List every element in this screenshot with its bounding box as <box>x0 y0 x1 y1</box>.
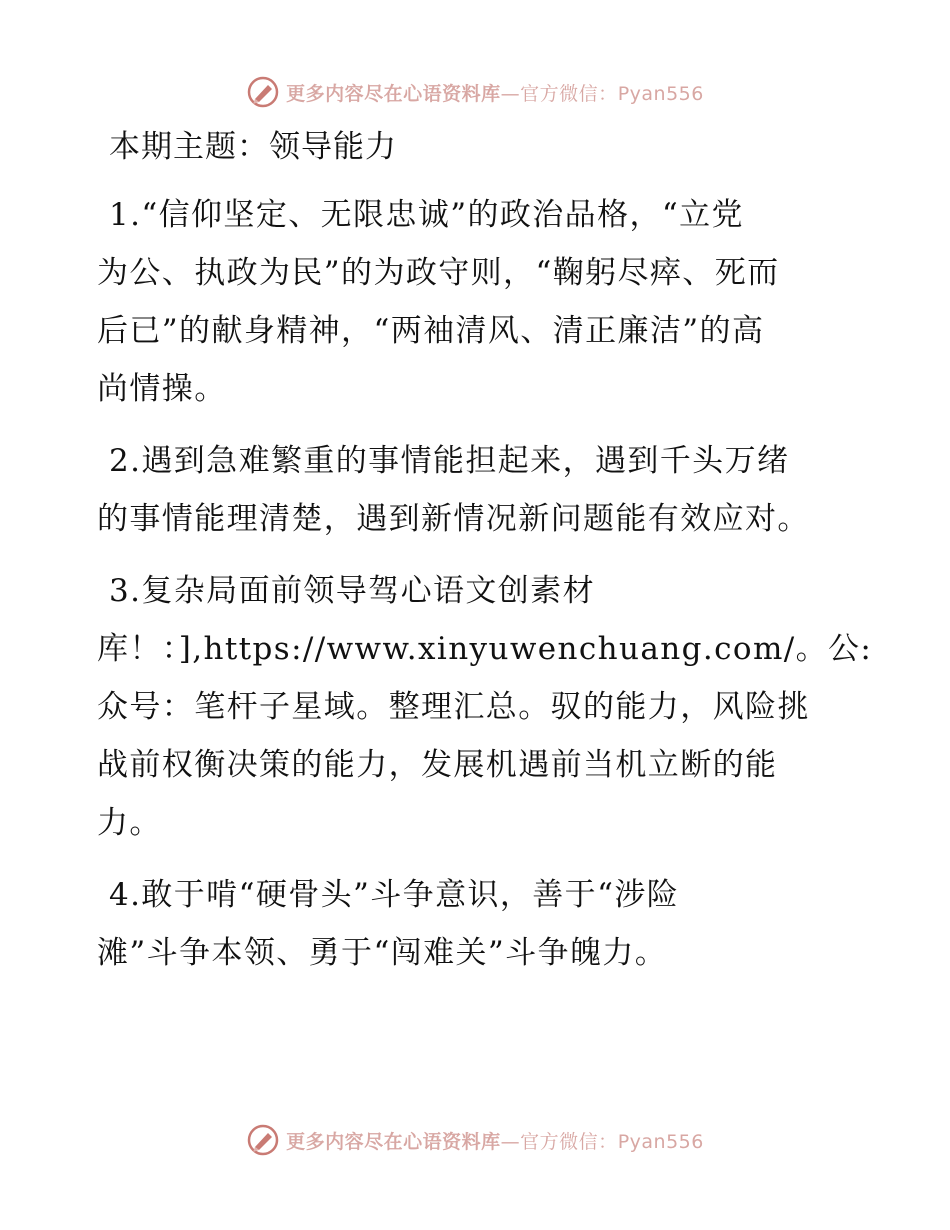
watermark-text <box>286 1127 704 1154</box>
watermark-label: 官方微信： <box>520 82 618 105</box>
watermark-account: Pyan556 <box>617 1130 704 1153</box>
header-watermark <box>0 72 950 112</box>
watermark-account: Pyan556 <box>617 82 704 105</box>
paragraph-line: 战前权衡决策的能力，发展机遇前当机立断的能 <box>97 747 778 783</box>
paragraph-line: 力。 <box>97 805 162 841</box>
footer-watermark <box>0 1120 950 1160</box>
paragraph-line: 滩”斗争本领、勇于“闯难关”斗争魄力。 <box>97 935 668 971</box>
paragraph-2 <box>97 432 857 548</box>
paragraph-line: 的事情能理清楚，遇到新情况新问题能有效应对。 <box>97 501 810 537</box>
document-body <box>97 120 873 996</box>
watermark-brand: 更多内容尽在心语资料库 <box>286 1130 501 1153</box>
paragraph-1 <box>97 186 857 418</box>
paragraph-line: 2.遇到急难繁重的事情能担起来，遇到千头万绪 <box>109 443 790 479</box>
watermark-brand: 更多内容尽在心语资料库 <box>286 82 501 105</box>
paragraph-line: 为公、执政为民”的为政守则，“鞠躬尽瘁、死而 <box>97 255 780 291</box>
paragraph-line: 后已”的献身精神，“两袖清风、清正廉洁”的高 <box>97 313 765 349</box>
watermark-text <box>286 79 704 106</box>
page-title: 本期主题：领导能力 <box>109 129 397 165</box>
watermark-dash: — <box>500 1130 521 1153</box>
watermark-dash: — <box>500 82 521 105</box>
paragraph-line: 众号：笔杆子星域。整理汇总。驭的能力，风险挑 <box>97 689 810 725</box>
paragraph-3 <box>97 562 873 852</box>
paragraph-line: 库！：],https://www.xinyuwenchuang.com/。公: <box>97 631 873 667</box>
paragraph-line: 1.“信仰坚定、无限忠诚”的政治品格，“立党 <box>109 197 744 233</box>
paragraph-line: 3.复杂局面前领导驾心语文创素材 <box>109 573 595 609</box>
paragraph-line: 4.敢于啃“硬骨头”斗争意识，善于“涉险 <box>109 877 680 913</box>
watermark-label: 官方微信： <box>520 1130 618 1153</box>
paragraph-line: 尚情操。 <box>97 371 227 407</box>
paragraph-4 <box>97 866 857 982</box>
pen-logo-icon <box>246 75 280 109</box>
pen-logo-icon <box>246 1123 280 1157</box>
